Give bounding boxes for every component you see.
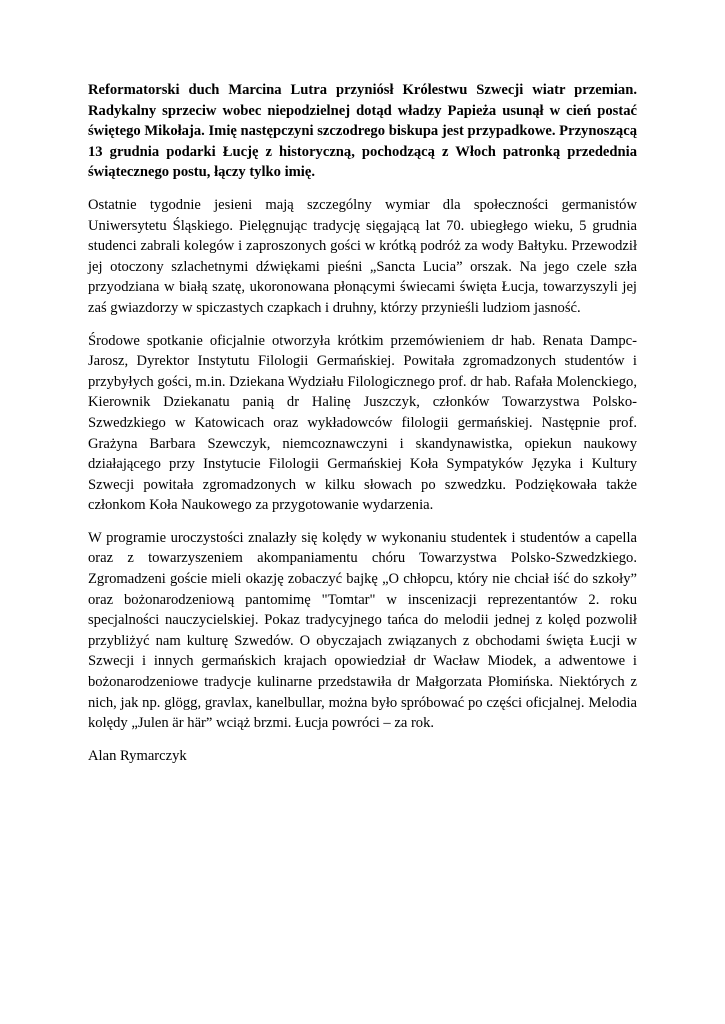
article-paragraph-2: Środowe spotkanie oficjalnie otworzyła krótkim przemówieniem dr hab. Renata Dampc-Jarosz, Dyrektor Instytutu Filologii Germańskiej. Powitała zgromadzonych studentów i przybyłych gości, m.in. Dziekana Wydziału Filologicznego prof. dr hab. Rafała Molenckiego, Kierownik Dziekanatu panią dr Halinę Juszczyk, członków Towarzystwa Polsko-Szwedzkiego w Katowicach oraz wykładowców filologii germańskiej. Następnie prof. Grażyna Barbara Szewczyk, niemcoznawczyni i skandynawistka, opiekun naukowy działającego przy Instytucie Filologii Germańskiej Koła Sympatyków Języka i Kultury Szwecji powitała zgromadzonych w kilku słowach po szwedzku. Podziękowała także członkom Koła Naukowego za przygotowanie wydarzenia.: [88, 332, 637, 514]
article-paragraph-3: W programie uroczystości znalazły się kolędy w wykonaniu studentek i studentów a capella oraz z towarzyszeniem akompaniamentu chóru Towarzystwa Polsko-Szwedzkiego. Zgromadzeni goście mieli okazję zobaczyć bajkę „O chłopcu, który nie chciał iść do szkoły” oraz bożonarodzeniową pantomimę "Tomtar" w inscenizacji reprezentantów 2. roku specjalności nauczycielskiej. Pokaz tradycyjnego tańca do melodii jednej z kolęd pozwolił przybliżyć nam kulturę Szwedów. O obyczajach związanych z obchodami święta Łucji w Szwecji i innych germańskich krajach opowiedział dr Wacław Miodek, a adwentowe i bożonarodzeniowe tradycje kulinarne przedstawiła dr Małgorzata Płomińska. Niektórych z nich, jak np. glögg, gravlax, kanelbullar, można było spróbować po części oficjalnej. Melodia kolędy „Julen är här” wciąż brzmi. Łucja powróci – za rok.: [88, 529, 637, 732]
article-lead: Reformatorski duch Marcina Lutra przyniósł Królestwu Szwecji wiatr przemian. Radykalny sprzeciw wobec niepodzielnej dotąd władzy Papieża usunął w cień postać świętego Mikołaja. Imię następczyni szczodrego biskupa jest przypadkowe. Przynoszącą 13 grudnia podarki Łucję z historyczną, pochodzącą z Włoch patronką przedednia świątecznego postu, łączy tylko imię.: [88, 82, 637, 181]
article-body: [88, 80, 637, 778]
article-paragraph-1: Ostatnie tygodnie jesieni mają szczególny wymiar dla społeczności germanistów Uniwersytetu Śląskiego. Pielęgnując tradycję sięgającą lat 70. ubiegłego wieku, 5 grudnia studenci zabrali kolegów i zaproszonych gości w krótką podróż za wody Bałtyku. Przewodził jej otoczony szlachetnymi dźwiękami pieśni „Sancta Lucia” orszak. Na jego czele szła przyodziana w białą szatę, ukoronowana płonącymi świecami święta Łucja, towarzyszyli jej zaś gwiazdorzy w spiczastych czapkach i druhny, którzy przynieśli ludziom jasność.: [88, 196, 637, 316]
article-author: Alan Rymarczyk: [88, 747, 187, 764]
